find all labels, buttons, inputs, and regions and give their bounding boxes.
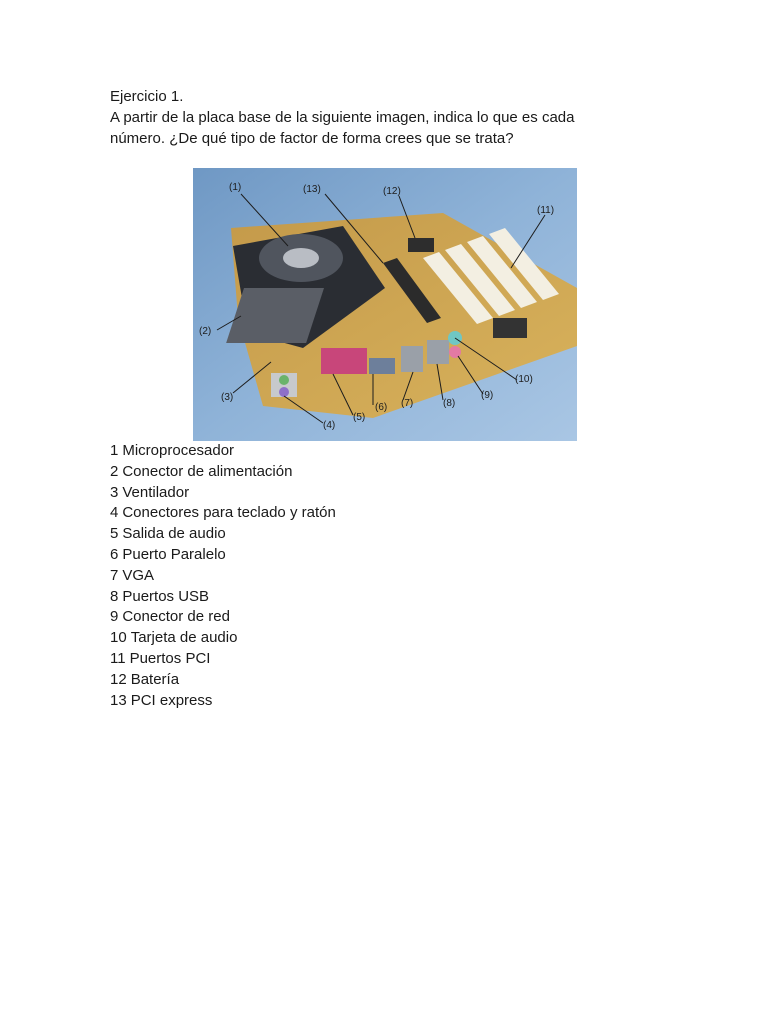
legend-number: 12 [110, 670, 127, 688]
legend-label: Puertos USB [122, 587, 210, 605]
legend-label: Salida de audio [122, 525, 226, 543]
callout-6: (6) [375, 402, 388, 413]
document-body [110, 86, 650, 149]
legend-number: 6 [110, 545, 119, 563]
component-legend [110, 441, 336, 711]
legend-label: Conector de alimentación [122, 462, 293, 480]
legend-number: 7 [110, 566, 119, 584]
legend-number: 5 [110, 525, 119, 543]
legend-number: 2 [110, 462, 119, 480]
legend-number: 3 [110, 483, 119, 501]
legend-label: Puertos PCI [129, 649, 211, 667]
legend-item [110, 628, 336, 649]
legend-item [110, 441, 336, 462]
legend-label: Microprocesador [122, 442, 235, 459]
callout-2: (2) [199, 326, 212, 337]
legend-item [110, 691, 336, 712]
callout-12: (12) [383, 186, 401, 197]
legend-label: Conectores para teclado y ratón [122, 504, 336, 522]
legend-number: 8 [110, 587, 119, 605]
legend-item [110, 649, 336, 670]
motherboard-photo [193, 168, 577, 441]
legend-item [110, 566, 336, 587]
callout-9: (9) [481, 390, 494, 401]
exercise-title: Ejercicio 1. [110, 88, 184, 105]
legend-item [110, 462, 336, 483]
legend-label: Ventilador [122, 483, 190, 501]
callout-8: (8) [443, 398, 456, 409]
bios-chip [408, 238, 434, 252]
callout-11: (11) [537, 205, 555, 216]
legend-item [110, 587, 336, 608]
legend-number: 10 [110, 629, 127, 647]
chipset [493, 318, 527, 338]
legend-item [110, 670, 336, 691]
callout-5: (5) [353, 412, 366, 423]
legend-number: 13 [110, 691, 127, 709]
callout-4: (4) [323, 420, 336, 431]
legend-label: VGA [122, 566, 155, 584]
legend-item [110, 545, 336, 566]
callout-7: (7) [401, 398, 414, 409]
legend-label: Puerto Paralelo [122, 545, 226, 563]
legend-label: Batería [130, 670, 180, 688]
exercise-prompt-line-1: A partir de la placa base de la siguiente imagen, indica lo que es cada [110, 109, 575, 126]
legend-number: 11 [110, 649, 126, 667]
callout-3: (3) [221, 392, 234, 403]
legend-number: 4 [110, 504, 119, 522]
legend-label: Conector de red [122, 608, 230, 626]
callout-13: (13) [303, 184, 321, 195]
legend-label: Tarjeta de audio [130, 629, 238, 647]
legend-item [110, 607, 336, 628]
legend-number: 1 [110, 442, 119, 459]
callout-10: (10) [515, 374, 533, 385]
exercise-prompt-line-2: número. ¿De qué tipo de factor de forma crees que se trata? [110, 130, 514, 147]
legend-item [110, 503, 336, 524]
legend-number: 9 [110, 608, 119, 626]
legend-label: PCI express [130, 691, 213, 709]
legend-item [110, 524, 336, 545]
legend-item [110, 483, 336, 504]
callout-1: (1) [229, 182, 242, 193]
